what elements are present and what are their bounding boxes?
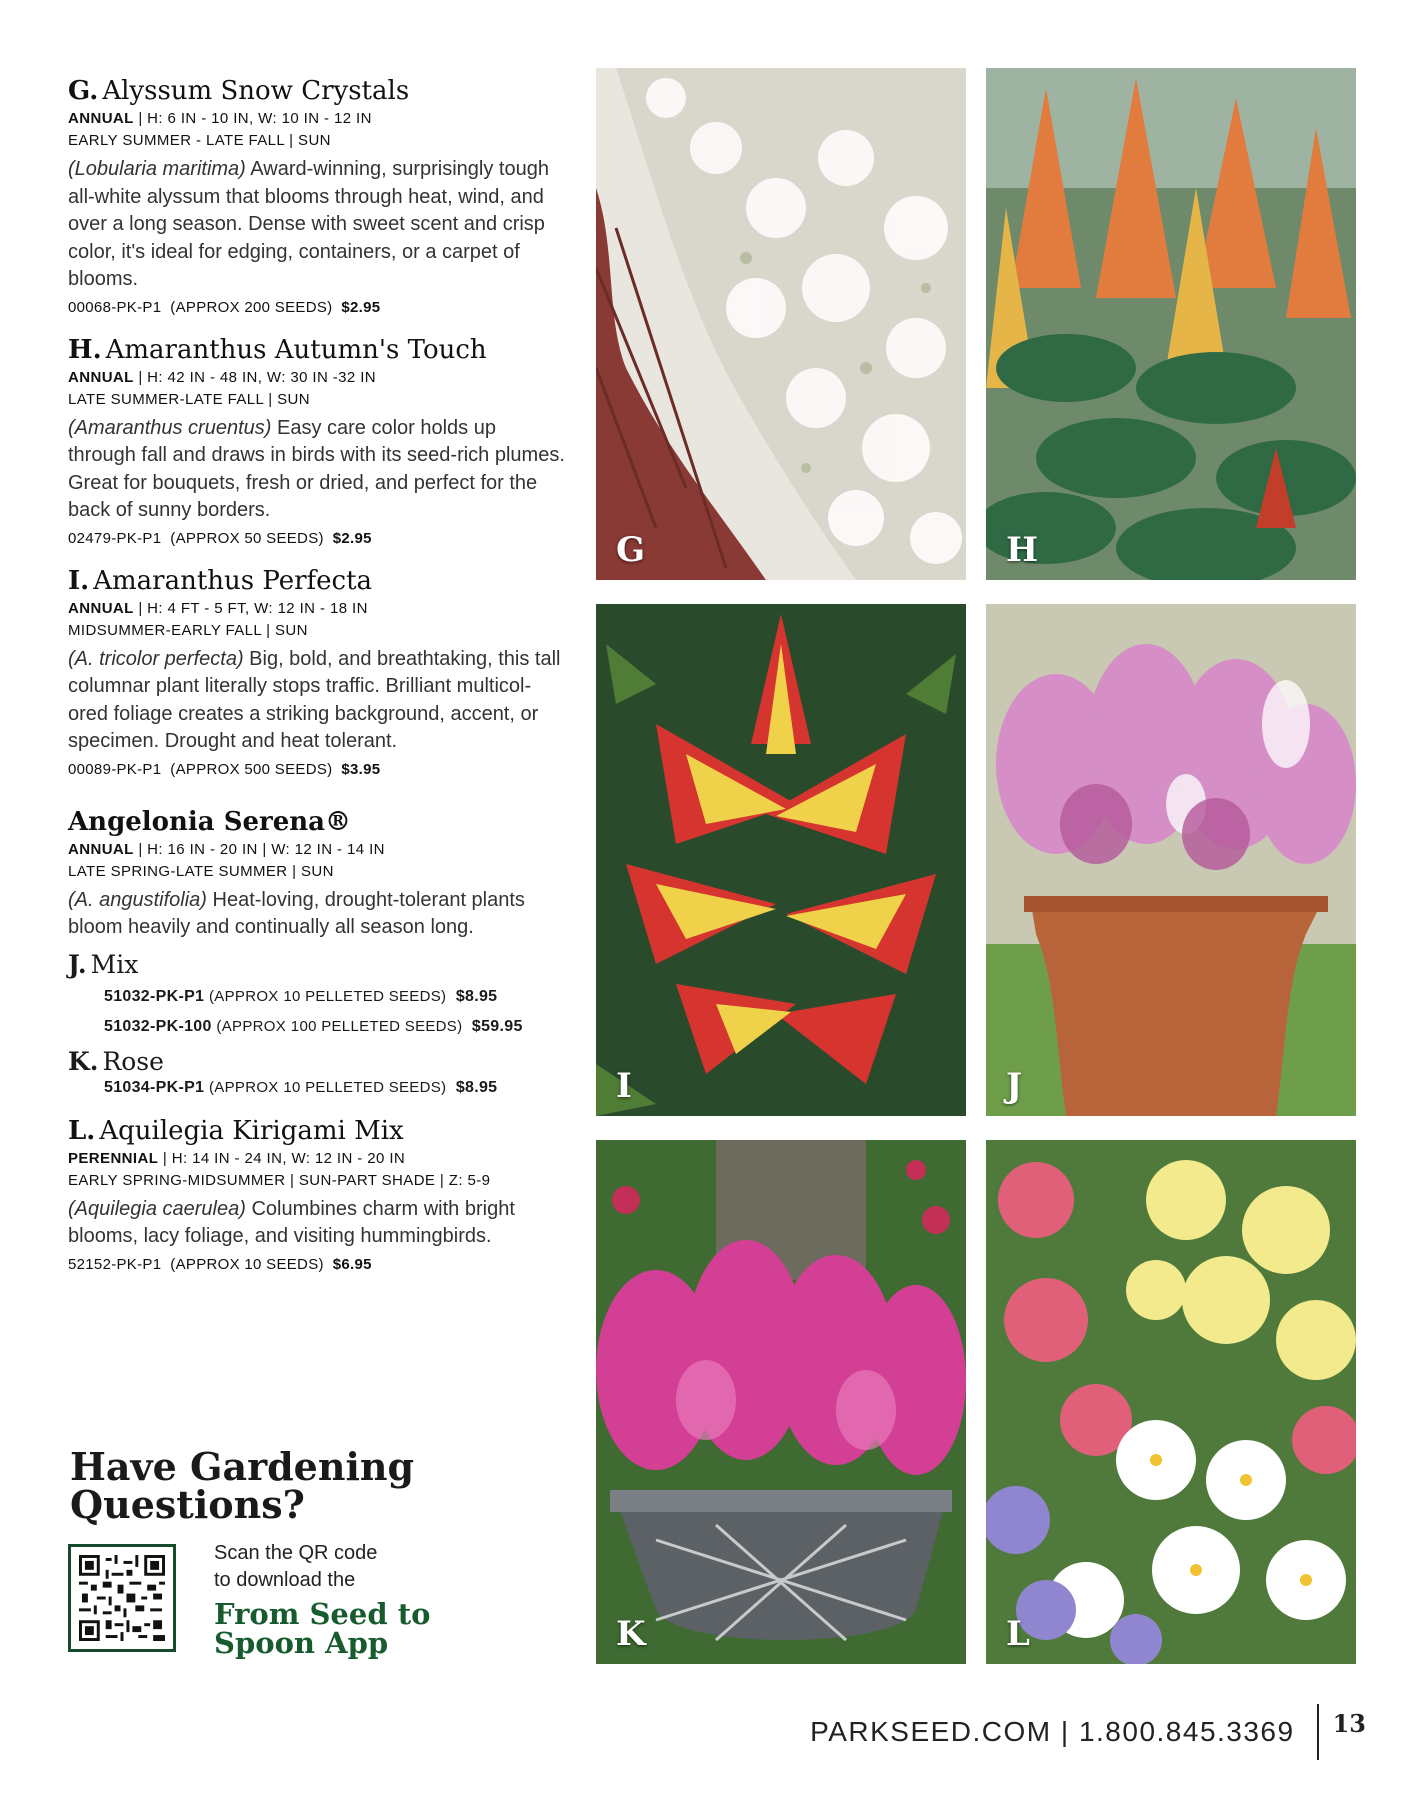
sku: 51034-PK-P1 [104,1078,205,1096]
product-specs [68,367,568,389]
qr-code-icon [79,1555,165,1641]
product-specs [68,1148,568,1170]
heading-line: Have Gardening [70,1444,415,1489]
description-text: Big, bold, and breathtaking, this tall columnar plant literally stops traffic. Brilliant multicol-ored foliage creates a striking background, accent, or specimen. Drought and heat tolerant. [68,647,561,752]
sku: 52152-PK-P1 [68,1255,162,1273]
qr-instruction-line: to download the [214,1569,356,1591]
gardening-questions-heading [70,1444,470,1527]
seed-qty: 50 SEEDS) [244,529,324,547]
product-description [68,415,568,525]
product-description [68,887,568,942]
product-angelonia [68,805,568,1100]
plant-type: ANNUAL [68,599,134,617]
page-number: 13 [1332,1708,1366,1738]
product-season: EARLY SUMMER - LATE FALL | SUN [68,132,331,149]
product-letter: I. [68,565,90,596]
product-season: MIDSUMMER-EARLY FALL | SUN [68,621,308,639]
variety-letter: K. [68,1046,99,1076]
product-i [68,564,568,781]
variety-j [68,948,568,982]
product-title [68,564,568,598]
variety-name: Mix [90,949,139,979]
sku: 51032-PK-P1 [104,987,205,1005]
variety-k [68,1048,568,1076]
product-name: Aquilegia Kirigami Mix [99,1115,404,1146]
product-order-line [68,297,568,319]
sku: 00068-PK-P1 [68,298,162,316]
photo-label: L [1006,1614,1030,1654]
sku: 02479-PK-P1 [68,529,162,547]
product-order-line [68,528,568,550]
seed-qty: 500 SEEDS) [244,760,333,778]
product-specs [68,108,568,130]
photo-angelonia-mix [986,604,1356,1116]
photo-alyssum [596,68,966,580]
seed-qty: 100 PELLETED SEEDS) [290,1017,463,1035]
app-name-line: Spoon App [214,1626,389,1660]
plant-size: | H: 16 IN - 20 IN | W: 12 IN - 14 IN [138,840,385,858]
app-name[interactable] [214,1597,454,1660]
variety-order-line [68,1076,568,1100]
product-letter: G. [68,76,99,106]
photo-label: I [616,1066,632,1106]
latin-name: (Aquilegia caerulea) [68,1197,246,1220]
product-description [68,646,568,756]
seed-qty: 10 SEEDS) [244,1255,324,1273]
photo-label: K [616,1614,646,1654]
plant-type: ANNUAL [68,110,134,127]
seed-qty: 10 PELLETED SEEDS) [283,987,447,1005]
latin-name: (Lobularia maritima) [68,158,246,180]
footer-divider [1317,1704,1319,1760]
qr-instruction-line: Scan the QR code [214,1542,378,1564]
product-title [68,333,568,367]
aquilegia-photo-image [986,1140,1356,1664]
approx: (APPROX [170,529,240,547]
variety-name: Rose [102,1046,164,1076]
price: $2.95 [332,529,372,547]
app-name-line: From Seed to [214,1597,431,1631]
plant-size: | H: 4 FT - 5 FT, W: 12 IN - 18 IN [138,599,368,617]
qr-instructions [214,1540,454,1658]
approx: (APPROX [170,760,240,778]
photo-label: J [1006,1066,1023,1106]
price: $8.95 [455,987,498,1005]
variety-order-line [68,982,568,1012]
approx: (APPROX [216,1017,287,1035]
product-h [68,333,568,550]
product-season: LATE SUMMER-LATE FALL | SUN [68,390,310,408]
plant-type: ANNUAL [68,368,134,386]
product-name: Amaranthus Perfecta [93,565,373,596]
photo-label: H [1006,530,1039,570]
product-season: LATE SPRING-LATE SUMMER | SUN [68,862,334,880]
seed-qty: 10 PELLETED SEEDS) [283,1078,447,1096]
plant-type: ANNUAL [68,840,134,858]
plant-type: PERENNIAL [68,1149,159,1167]
approx: (APPROX [170,298,240,316]
product-letter: H. [68,334,102,365]
product-name: Alyssum Snow Crystals [102,76,410,106]
amaranthus-photo-image [986,68,1356,580]
latin-name: (Amaranthus cruentus) [68,416,272,439]
amaranthus-perfecta-photo-image [596,604,966,1116]
angelonia-mix-photo-image [986,604,1356,1116]
variety-letter: J. [68,949,87,979]
photo-label: G [616,530,646,570]
product-g [68,74,568,319]
photo-amaranthus-autumns-touch [986,68,1356,580]
photo-amaranthus-perfecta [596,604,966,1116]
description-text: Award-winning, surprisingly tough all-white alyssum that blooms through heat, wind, and over a long season. Dense with sweet scent and crisp color, it's ideal for edging, containers, or a carpet of blooms. [68,158,549,290]
product-name: Amaranthus Autumn's Touch [105,334,487,365]
plant-size: | H: 14 IN - 24 IN, W: 12 IN - 20 IN [162,1149,406,1167]
description-text: Heat-loving, drought-tolerant plants bloom heavily and continually all season long. [68,888,525,938]
photo-aquilegia [986,1140,1356,1664]
product-season: EARLY SPRING-MIDSUMMER | SUN-PART SHADE | Z: 5-9 [68,1171,491,1189]
price: $2.95 [341,298,381,316]
product-description [68,1196,568,1251]
latin-name: (A. angustifolia) [68,888,207,911]
variety-order-line [68,1012,568,1042]
product-column [68,74,568,1290]
product-letter: L. [68,1115,96,1146]
price: $3.95 [341,760,381,778]
heading-line: Questions? [70,1482,305,1527]
product-name: Angelonia Serena® [68,806,352,837]
description-text: Columbines charm with bright blooms, lacy foliage, and visiting hummingbirds. [68,1197,515,1247]
product-order-line [68,759,568,781]
product-specs [68,839,568,861]
footer [810,1704,1366,1760]
alyssum-photo-image [596,68,966,580]
price: $6.95 [332,1255,372,1273]
product-title [68,74,568,108]
approx: (APPROX [170,1255,240,1273]
product-description [68,156,568,294]
product-specs [68,598,568,620]
price: $59.95 [471,1017,523,1035]
contact-info[interactable]: PARKSEED.COM | 1.800.845.3369 [810,1716,1295,1747]
product-title [68,1114,568,1148]
photo-angelonia-rose [596,1140,966,1664]
seed-qty: 200 SEEDS) [244,298,333,316]
qr-code[interactable] [68,1544,176,1652]
plant-size: | H: 6 IN - 10 IN, W: 10 IN - 12 IN [138,110,372,127]
product-order-line [68,1254,568,1276]
product-l [68,1114,568,1276]
sku: 00089-PK-P1 [68,760,162,778]
sku: 51032-PK-100 [104,1017,212,1035]
price: $8.95 [455,1078,498,1096]
approx: (APPROX [209,1078,279,1096]
latin-name: (A. tricolor perfecta) [68,647,244,670]
description-text: Easy care color holds up through fall and draws in birds with its seed-rich plumes. Great for bouquets, fresh or dried, and perfect for the back of sunny borders. [68,416,565,521]
plant-size: | H: 42 IN - 48 IN, W: 30 IN -32 IN [138,368,377,386]
angelonia-rose-photo-image [596,1140,966,1664]
approx: (APPROX [209,987,279,1005]
